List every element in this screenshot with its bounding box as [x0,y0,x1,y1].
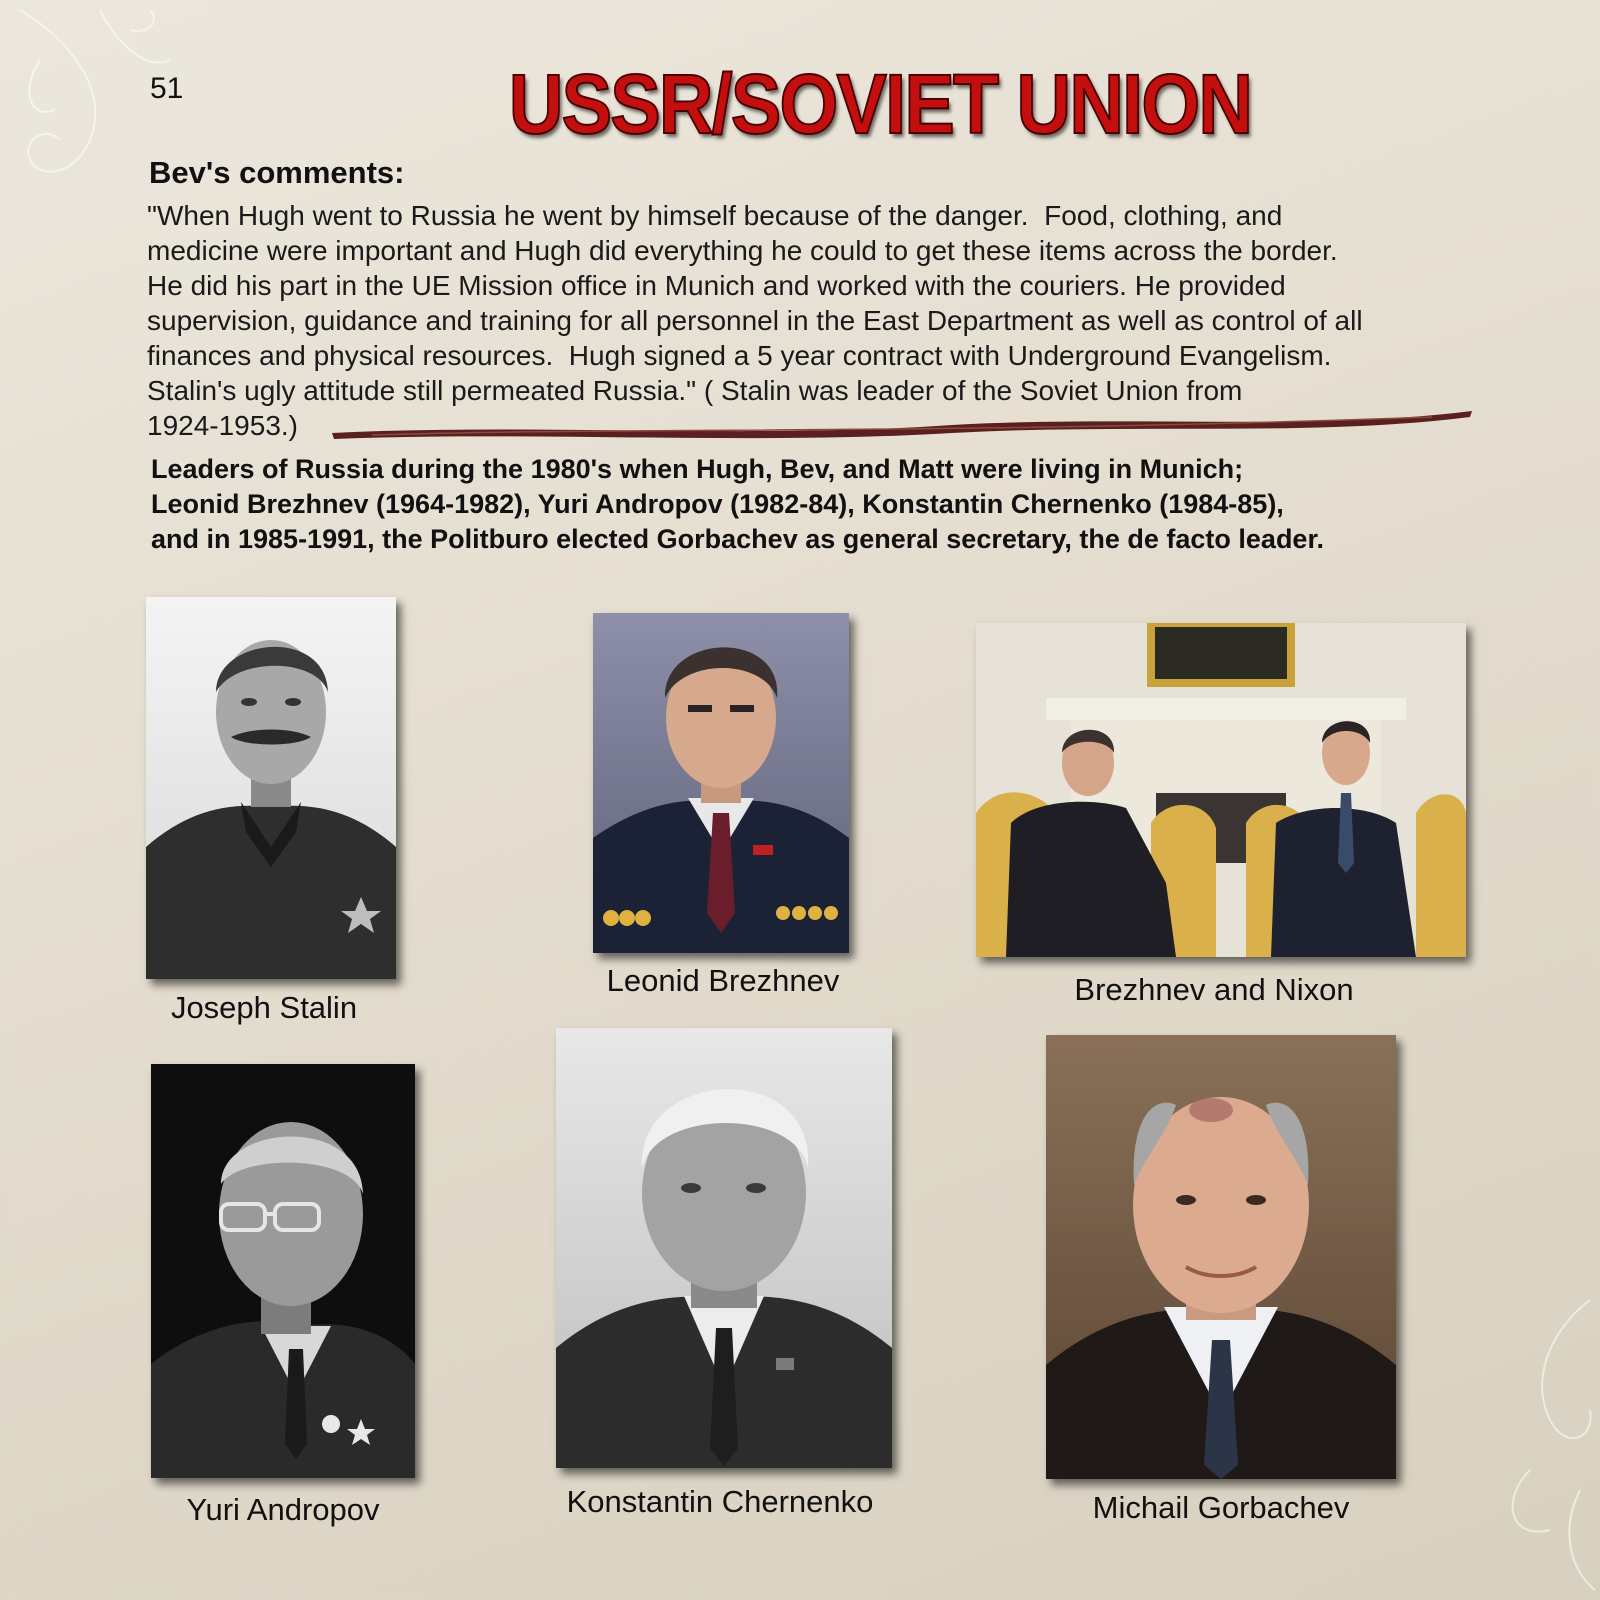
caption-yuri-andropov: Yuri Andropov [186,1492,380,1527]
photo-konstantin-chernenko [556,1028,892,1468]
caption-konstantin-chernenko: Konstantin Chernenko [566,1484,874,1519]
photo-yuri-andropov [151,1064,415,1478]
photo-joseph-stalin [146,597,396,979]
comment-text: "When Hugh went to Russia he went by himself because of the danger. Food, clothing, and medicine were important and Hugh did everything he could to get these items across the border. He did his part in the UE Mission office in Munich and worked with the couriers. He provided supervision, guidance and training for all personnel in the East Department as well as control of all finances and physical resources. Hugh signed a 5 year contract with Underground Evangelism. Stalin's ugly attitude still permeated Russia." ( Stalin was leader of the Soviet Union from 1924-1953.) [147,200,1363,441]
photo-leonid-brezhnev [593,613,849,953]
divider-brush-stroke [332,405,1472,445]
photo-brezhnev-and-nixon [976,623,1466,957]
caption-leonid-brezhnev: Leonid Brezhnev [606,963,840,998]
caption-joseph-stalin: Joseph Stalin [170,990,358,1025]
photo-michail-gorbachev [1046,1035,1396,1479]
page-number: 51 [150,72,184,105]
page-title: USSR/SOVIET UNION [508,57,1252,151]
comments-heading: Bev's comments: [149,155,405,190]
caption-michail-gorbachev: Michail Gorbachev [1092,1490,1350,1525]
caption-brezhnev-and-nixon: Brezhnev and Nixon [1074,972,1354,1007]
decorative-swirl-bottom-right [1470,1290,1600,1600]
leaders-text: Leaders of Russia during the 1980's when Hugh, Bev, and Matt were living in Munich; Leonid Brezhnev (1964-1982), Yuri Andropov (1982-84), Konstantin Chernenko (1984-85), and in 1985-1991, the Politburo elected Gorbachev as general secretary, the de facto leader. [151,454,1324,554]
